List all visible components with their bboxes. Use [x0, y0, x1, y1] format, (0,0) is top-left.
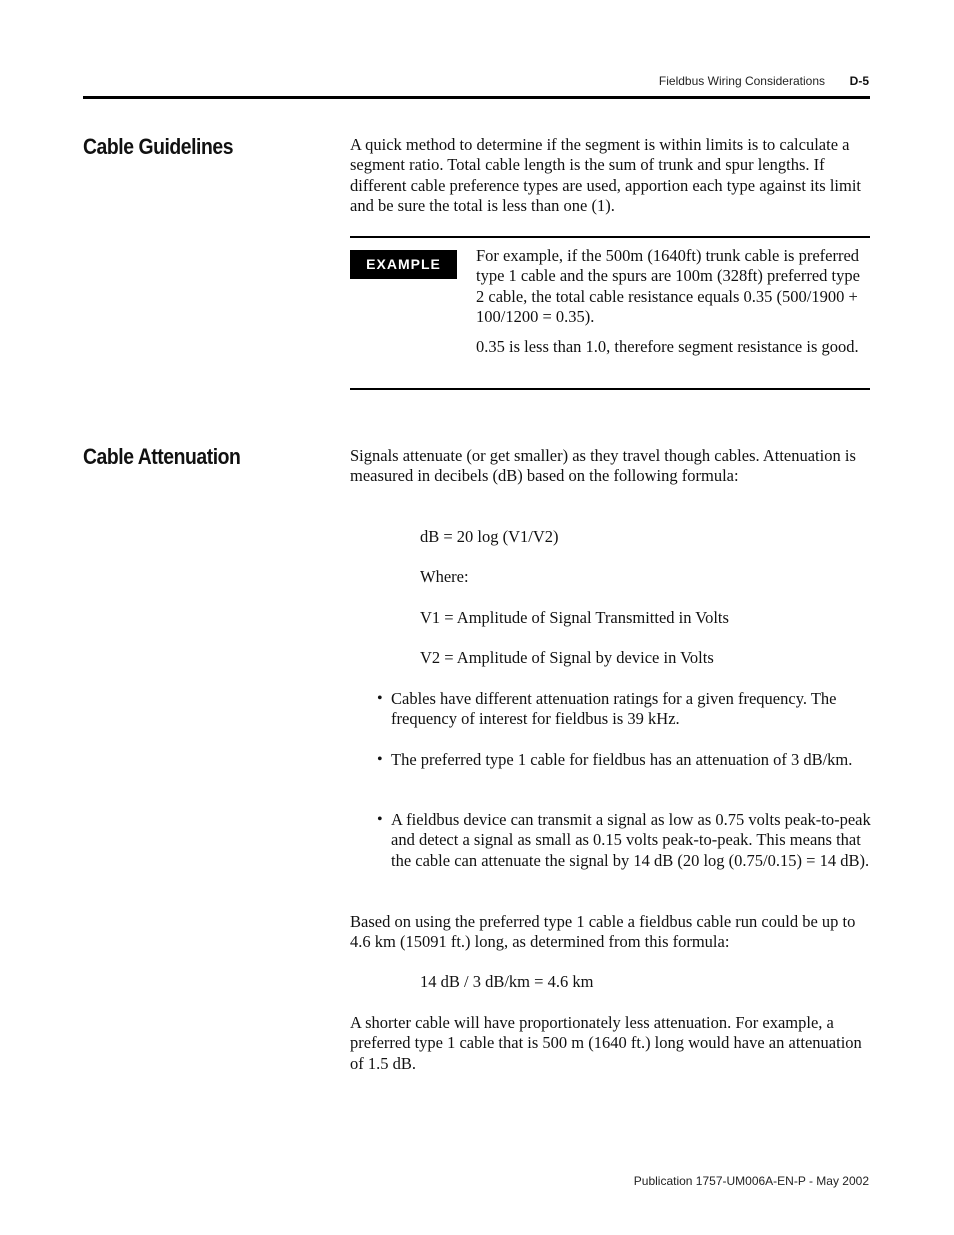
example-badge: EXAMPLE	[350, 250, 457, 279]
attenuation-intro-paragraph: Signals attenuate (or get smaller) as they travel though cables. Attenuation is measured in decibels (dB) based on the following formula:	[350, 446, 856, 486]
bullet-item: A fieldbus device can transmit a signal as low as 0.75 volts peak-to-peak and detect a signal as small as 0.15 volts peak-to-peak. This means that the cable can attenuate the signal by 14 dB (20 log (0.75/0.15) = 14 dB).	[391, 810, 871, 870]
formula-where-label: Where:	[420, 567, 469, 586]
formula-v2-definition: V2 = Amplitude of Signal by device in Volts	[420, 648, 714, 667]
example-paragraph-2: 0.35 is less than 1.0, therefore segment resistance is good.	[476, 337, 859, 356]
guidelines-paragraph: A quick method to determine if the segment is within limits is to calculate a segment ratio. Total cable length is the sum of trunk and spur lengths. If different cable preference types are used, apportion each type against its limit and be sure the total is less than one (1).	[350, 135, 861, 216]
bullet-item: The preferred type 1 cable for fieldbus has an attenuation of 3 dB/km.	[391, 750, 853, 769]
attenuation-formula-2: 14 dB / 3 dB/km = 4.6 km	[420, 972, 594, 991]
attenuation-formula: dB = 20 log (V1/V2)	[420, 527, 559, 546]
page-number: D-5	[849, 74, 869, 88]
running-header-title: Fieldbus Wiring Considerations	[658, 74, 825, 88]
formula-v1-definition: V1 = Amplitude of Signal Transmitted in Volts	[420, 608, 729, 627]
publication-footer: Publication 1757-UM006A-EN-P - May 2002	[633, 1174, 869, 1188]
bullet-marker: •	[377, 751, 383, 768]
section-heading-cable-guidelines: Cable Guidelines	[83, 134, 234, 159]
example-paragraph-1: For example, if the 500m (1640ft) trunk cable is preferred type 1 cable and the spurs are 100m (328ft) preferred type 2 cable, the total cable resistance equals 0.35 (500/1900 + 100/1200 = 0.35).	[476, 246, 860, 327]
example-bottom-rule	[350, 388, 870, 390]
section-heading-cable-attenuation: Cable Attenuation	[83, 444, 241, 469]
example-top-rule	[350, 236, 870, 238]
header-rule	[83, 96, 870, 99]
attenuation-paragraph-3: A shorter cable will have proportionately less attenuation. For example, a preferred type 1 cable that is 500 m (1640 ft.) long would have an attenuation of 1.5 dB.	[350, 1013, 862, 1073]
bullet-marker: •	[377, 690, 383, 707]
bullet-item: Cables have different attenuation ratings for a given frequency. The frequency of interest for fieldbus is 39 kHz.	[391, 689, 837, 729]
bullet-marker: •	[377, 811, 383, 828]
attenuation-paragraph-2: Based on using the preferred type 1 cable a fieldbus cable run could be up to 4.6 km (15091 ft.) long, as determined from this formula:	[350, 912, 856, 952]
